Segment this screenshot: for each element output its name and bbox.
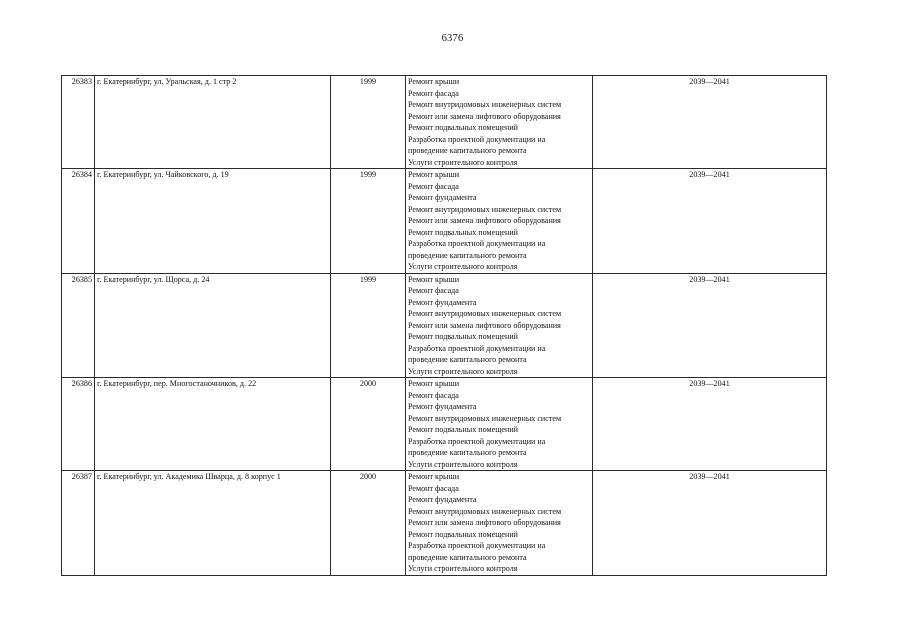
repair-work-item: проведение капитального ремонта <box>408 448 527 457</box>
repair-work-item: Услуги строительного контроля <box>408 366 518 376</box>
row-number: 26383 <box>62 76 95 169</box>
repair-work-item: проведение капитального ремонта <box>408 250 527 260</box>
repair-work-item: Разработка проектной документации на <box>408 343 546 353</box>
repair-work-item: Ремонт крыши <box>408 77 460 86</box>
repair-work-item: проведение капитального ремонта <box>408 146 527 155</box>
repair-work-item: Ремонт внутридомовых инженерных систем <box>408 309 562 318</box>
repair-work-item: Ремонт крыши <box>408 274 460 284</box>
repair-work-item: Услуги строительного контроля <box>408 459 518 469</box>
repair-works-list <box>406 273 593 378</box>
repair-work-item: Ремонт или замена лифтового оборудования <box>408 111 561 121</box>
repair-works-list <box>406 169 593 274</box>
repair-work-item: Ремонт внутридомовых инженерных систем <box>408 413 562 423</box>
building-address: г. Екатеринбург, ул. Щорса, д. 24 <box>95 273 331 378</box>
repair-work-item: Ремонт фасада <box>408 88 459 98</box>
repair-period: 2039—2041 <box>593 169 827 274</box>
repair-work-item: Ремонт фасада <box>408 286 459 295</box>
building-address: г. Екатеринбург, ул. Академика Шварца, д. 8 корпус 1 <box>95 471 331 576</box>
repair-work-item: Разработка проектной документации на <box>408 541 546 550</box>
repair-period: 2039—2041 <box>593 378 827 471</box>
page-number: 6376 <box>441 33 464 44</box>
repair-work-item: Ремонт подвальных помещений <box>408 425 519 434</box>
building-address: г. Екатеринбург, пер. Многостаночников, д. 22 <box>95 378 331 471</box>
repair-works-list <box>406 76 593 169</box>
repair-work-item: Ремонт крыши <box>408 170 460 179</box>
repair-work-item: Ремонт или замена лифтового оборудования <box>408 518 561 527</box>
repair-work-item: Разработка проектной документации на <box>408 134 546 144</box>
repair-work-item: Ремонт или замена лифтового оборудования <box>408 320 561 330</box>
repair-work-item: Разработка проектной документации на <box>408 436 546 446</box>
repair-work-item: Ремонт крыши <box>408 472 460 481</box>
repair-work-item: проведение капитального ремонта <box>408 355 527 364</box>
building-address: г. Екатеринбург, ул. Чайковского, д. 19 <box>95 169 331 274</box>
repair-work-item: Разработка проектной документации на <box>408 239 546 248</box>
repair-work-item: Ремонт фундамента <box>408 193 477 202</box>
table-row <box>62 378 827 471</box>
repair-period: 2039—2041 <box>593 273 827 378</box>
repair-work-item: Услуги строительного контроля <box>408 564 518 573</box>
commission-year: 1999 <box>331 169 406 274</box>
repair-work-item: Ремонт фундамента <box>408 402 477 411</box>
row-number: 26384 <box>62 169 95 274</box>
repair-work-item: Ремонт подвальных помещений <box>408 123 519 132</box>
repair-work-item: Ремонт внутридомовых инженерных систем <box>408 506 562 516</box>
repair-work-item: Ремонт подвальных помещений <box>408 332 519 341</box>
repair-work-item: Ремонт подвальных помещений <box>408 227 519 237</box>
repair-work-item: Ремонт фундамента <box>408 495 477 504</box>
row-number: 26385 <box>62 273 95 378</box>
repair-period: 2039—2041 <box>593 471 827 576</box>
repair-works-list <box>406 378 593 471</box>
repair-work-item: Ремонт внутридомовых инженерных систем <box>408 100 562 109</box>
repair-work-item: Ремонт фундамента <box>408 297 477 307</box>
table-body <box>62 76 827 576</box>
building-address: г. Екатеринбург, ул. Уральская, д. 1 стр 2 <box>95 76 331 169</box>
table-row <box>62 273 827 378</box>
commission-year: 1999 <box>331 273 406 378</box>
commission-year: 2000 <box>331 471 406 576</box>
table-row <box>62 169 827 274</box>
repair-work-item: Ремонт подвальных помещений <box>408 529 519 539</box>
repair-works-list <box>406 471 593 576</box>
repair-work-item: Ремонт внутридомовых инженерных систем <box>408 204 562 214</box>
repair-work-item: Ремонт или замена лифтового оборудования <box>408 216 561 225</box>
repair-work-item: Ремонт фасада <box>408 483 459 493</box>
repair-work-item: Ремонт фасада <box>408 181 459 191</box>
repair-work-item: Ремонт фасада <box>408 390 459 400</box>
repair-work-item: Ремонт крыши <box>408 379 460 388</box>
table-row <box>62 76 827 169</box>
repair-work-item: Услуги строительного контроля <box>408 157 518 167</box>
repair-work-item: проведение капитального ремонта <box>408 552 527 562</box>
capital-repair-table <box>61 75 827 576</box>
repair-period: 2039—2041 <box>593 76 827 169</box>
row-number: 26387 <box>62 471 95 576</box>
commission-year: 2000 <box>331 378 406 471</box>
table-row <box>62 471 827 576</box>
repair-work-item: Услуги строительного контроля <box>408 262 518 271</box>
commission-year: 1999 <box>331 76 406 169</box>
row-number: 26386 <box>62 378 95 471</box>
